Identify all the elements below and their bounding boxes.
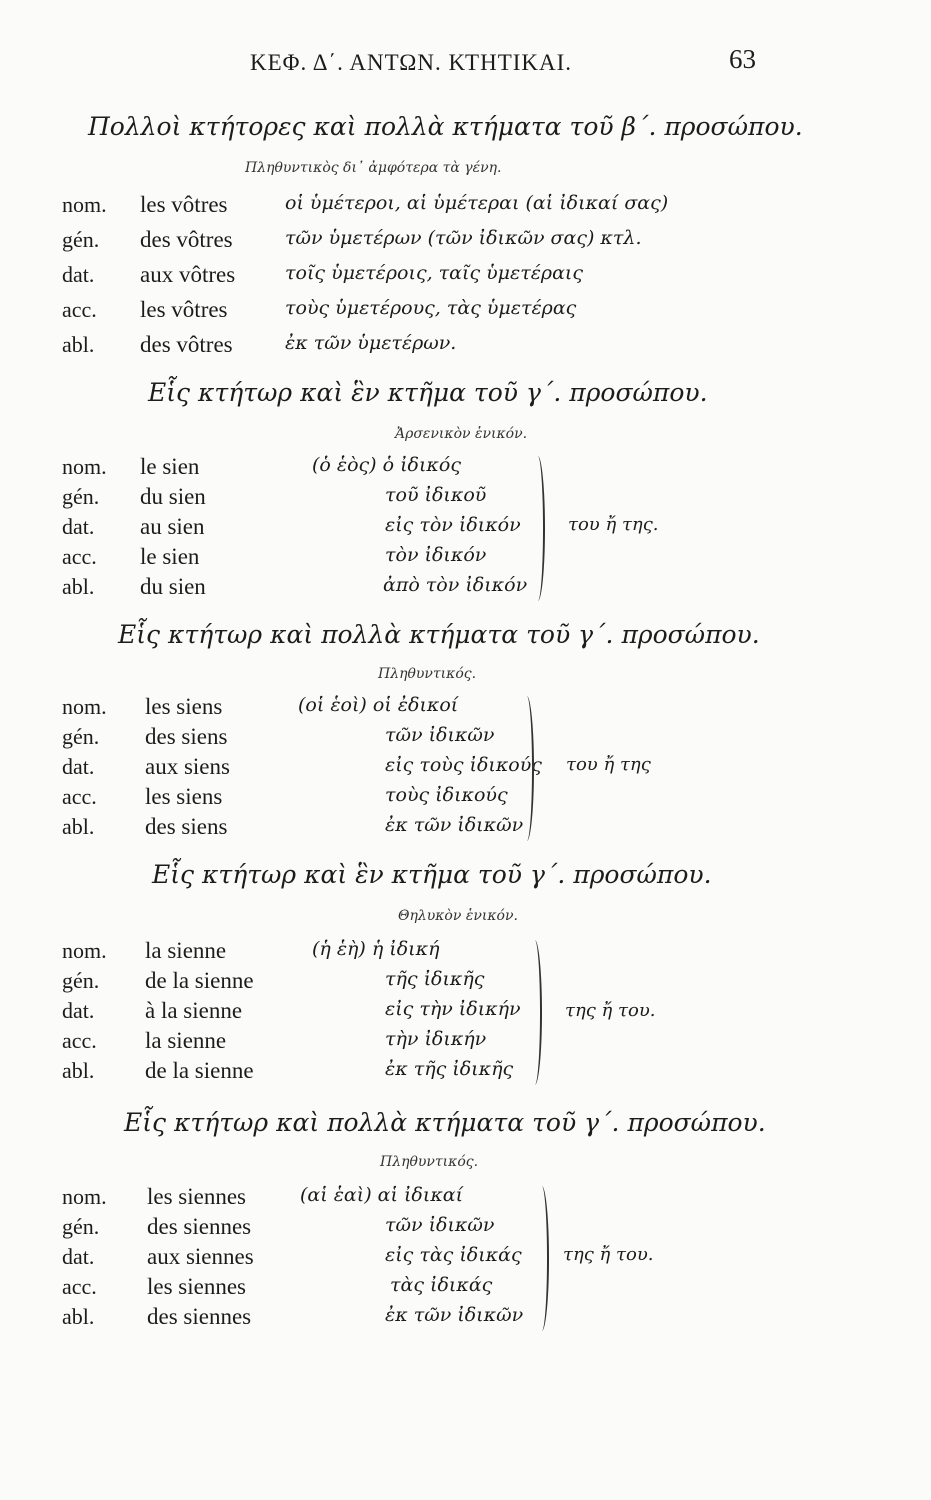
greek-form: εἰς τοὺς ἰδικούς bbox=[385, 754, 542, 776]
case-label: abl. bbox=[62, 814, 95, 839]
case-label: nom. bbox=[62, 454, 107, 479]
french-form: les vôtres bbox=[140, 192, 228, 217]
table-row bbox=[0, 938, 931, 968]
table-row bbox=[0, 1214, 931, 1244]
greek-form: τὴν ἰδικήν bbox=[385, 1028, 487, 1050]
case-label: acc. bbox=[62, 1028, 97, 1053]
gender-note: του ἤ της bbox=[566, 754, 651, 775]
greek-form: εἰς τὰς ἰδικάς bbox=[385, 1244, 522, 1266]
table-row bbox=[0, 968, 931, 998]
case-label: dat. bbox=[62, 998, 95, 1023]
section-subtitle: Ἀρσενικὸν ἑνικόν. bbox=[395, 426, 528, 442]
french-form: à la sienne bbox=[145, 998, 243, 1023]
greek-form: τῆς ἰδικῆς bbox=[385, 968, 485, 990]
table-row bbox=[0, 754, 931, 784]
gender-note: του ἤ της. bbox=[568, 514, 659, 535]
case-label: gén. bbox=[62, 227, 100, 252]
greek-form: τοῖς ὑμετέροις, ταῖς ὑμετέραις bbox=[285, 262, 584, 284]
french-form: des vôtres bbox=[140, 332, 233, 357]
case-label: dat. bbox=[62, 514, 95, 539]
french-form: les siens bbox=[145, 784, 223, 809]
french-form: des siennes bbox=[147, 1304, 252, 1329]
table-row bbox=[0, 574, 931, 604]
case-label: acc. bbox=[62, 784, 97, 809]
section-subtitle: Πληθυντικὸς δι᾽ ἀμφότερα τὰ γένη. bbox=[245, 160, 502, 176]
table-row bbox=[0, 544, 931, 574]
greek-form: τὰς ἰδικάς bbox=[390, 1274, 493, 1296]
french-form: du sien bbox=[140, 574, 206, 599]
case-label: gén. bbox=[62, 724, 100, 749]
case-label: dat. bbox=[62, 262, 95, 287]
section-subtitle: Θηλυκὸν ἑνικόν. bbox=[398, 908, 518, 924]
case-label: gén. bbox=[62, 484, 100, 509]
table-row bbox=[0, 784, 931, 814]
page-number: 63 bbox=[729, 44, 756, 74]
case-label: nom. bbox=[62, 192, 107, 217]
gender-note: της ἤ του. bbox=[565, 1000, 656, 1021]
gender-note: της ἤ του. bbox=[563, 1244, 654, 1265]
greek-form: τῶν ὑμετέρων (τῶν ἰδικῶν σας) κτλ. bbox=[285, 227, 642, 249]
table-row bbox=[0, 484, 931, 514]
case-label: gén. bbox=[62, 968, 100, 993]
french-form: les vôtres bbox=[140, 297, 228, 322]
table-row bbox=[0, 1058, 931, 1088]
greek-form: (οἱ ἑοὶ) οἱ ἐδικοί bbox=[298, 694, 459, 716]
french-form: de la sienne bbox=[145, 1058, 254, 1083]
section-title: Πολλοὶ κτήτορες καὶ πολλὰ κτήματα τοῦ β΄. προσώπου. bbox=[88, 112, 803, 141]
table-row bbox=[0, 454, 931, 484]
page-header bbox=[0, 44, 931, 90]
section-title: Εἷς κτήτωρ καὶ ἓν κτῆμα τοῦ γ΄. προσώπου. bbox=[148, 378, 708, 407]
french-form: les siennes bbox=[147, 1274, 247, 1299]
table-row bbox=[0, 724, 931, 754]
case-label: dat. bbox=[62, 754, 95, 779]
french-form: la sienne bbox=[145, 1028, 227, 1053]
greek-form: (αἱ ἑαὶ) αἱ ἰδικαί bbox=[300, 1184, 464, 1206]
french-form: du sien bbox=[140, 484, 206, 509]
french-form: aux siennes bbox=[147, 1244, 254, 1269]
greek-form: ἀπὸ τὸν ἰδικόν bbox=[383, 574, 528, 596]
case-label: acc. bbox=[62, 544, 97, 569]
section-subtitle: Πληθυντικός. bbox=[380, 1154, 479, 1170]
case-label: abl. bbox=[62, 574, 95, 599]
case-label: dat. bbox=[62, 1244, 95, 1269]
case-label: abl. bbox=[62, 1058, 95, 1083]
french-form: des vôtres bbox=[140, 227, 233, 252]
table-row bbox=[0, 998, 931, 1028]
case-label: nom. bbox=[62, 1184, 107, 1209]
case-label: nom. bbox=[62, 694, 107, 719]
running-head: ΚΕΦ. Δ΄. ΑΝΤΩΝ. ΚΤΗΤΙΚΑΙ. bbox=[250, 50, 573, 75]
table-row bbox=[0, 1274, 931, 1304]
case-label: nom. bbox=[62, 938, 107, 963]
table-row bbox=[0, 1028, 931, 1058]
greek-form: (ἡ ἑὴ) ἡ ἰδική bbox=[312, 938, 440, 960]
greek-form: (ὁ ἑὸς) ὁ ἰδικός bbox=[312, 454, 461, 476]
table-row bbox=[0, 694, 931, 724]
table-row bbox=[0, 262, 931, 292]
section-title: Εἷς κτήτωρ καὶ πολλὰ κτήματα τοῦ γ΄. προσώπου. bbox=[118, 620, 760, 649]
greek-form: τοῦ ἰδικοῦ bbox=[385, 484, 487, 506]
case-label: acc. bbox=[62, 1274, 97, 1299]
french-form: des siens bbox=[145, 724, 228, 749]
table-row bbox=[0, 1184, 931, 1214]
greek-form: ἐκ τῶν ὑμετέρων. bbox=[285, 332, 457, 354]
french-form: le sien bbox=[140, 544, 200, 569]
table-row bbox=[0, 1304, 931, 1334]
french-form: de la sienne bbox=[145, 968, 254, 993]
greek-form: ἐκ τῶν ἰδικῶν bbox=[385, 1304, 524, 1326]
table-row bbox=[0, 332, 931, 362]
french-form: les siennes bbox=[147, 1184, 247, 1209]
case-label: abl. bbox=[62, 332, 95, 357]
case-label: acc. bbox=[62, 297, 97, 322]
french-form: des siennes bbox=[147, 1214, 252, 1239]
greek-form: τῶν ἰδικῶν bbox=[385, 1214, 495, 1236]
greek-form: τοὺς ἰδικούς bbox=[385, 784, 508, 806]
greek-form: τοὺς ὑμετέρους, τὰς ὑμετέρας bbox=[285, 297, 577, 319]
section-title: Εἷς κτήτωρ καὶ πολλὰ κτήματα τοῦ γ΄. προσώπου. bbox=[124, 1108, 766, 1137]
greek-form: ἐκ τῶν ἰδικῶν bbox=[385, 814, 524, 836]
french-form: le sien bbox=[140, 454, 200, 479]
table-row bbox=[0, 297, 931, 327]
french-form: des siens bbox=[145, 814, 228, 839]
greek-form: εἰς τὴν ἰδικήν bbox=[385, 998, 521, 1020]
greek-form: εἰς τὸν ἰδικόν bbox=[385, 514, 521, 536]
greek-form: οἱ ὑμέτεροι, αἱ ὑμέτεραι (αἱ ἰδικαί σας) bbox=[285, 192, 669, 214]
greek-form: ἐκ τῆς ἰδικῆς bbox=[385, 1058, 514, 1080]
case-label: gén. bbox=[62, 1214, 100, 1239]
section-title: Εἷς κτήτωρ καὶ ἓν κτῆμα τοῦ γ΄. προσώπου. bbox=[152, 860, 712, 889]
table-row bbox=[0, 814, 931, 844]
table-row bbox=[0, 227, 931, 257]
french-form: les siens bbox=[145, 694, 223, 719]
case-label: abl. bbox=[62, 1304, 95, 1329]
greek-form: τὸν ἰδικόν bbox=[385, 544, 487, 566]
french-form: la sienne bbox=[145, 938, 227, 963]
section-subtitle: Πληθυντικός. bbox=[378, 666, 477, 682]
table-row bbox=[0, 514, 931, 544]
french-form: aux siens bbox=[145, 754, 230, 779]
french-form: au sien bbox=[140, 514, 205, 539]
table-row bbox=[0, 192, 931, 222]
table-row bbox=[0, 1244, 931, 1274]
greek-form: τῶν ἰδικῶν bbox=[385, 724, 495, 746]
french-form: aux vôtres bbox=[140, 262, 236, 287]
